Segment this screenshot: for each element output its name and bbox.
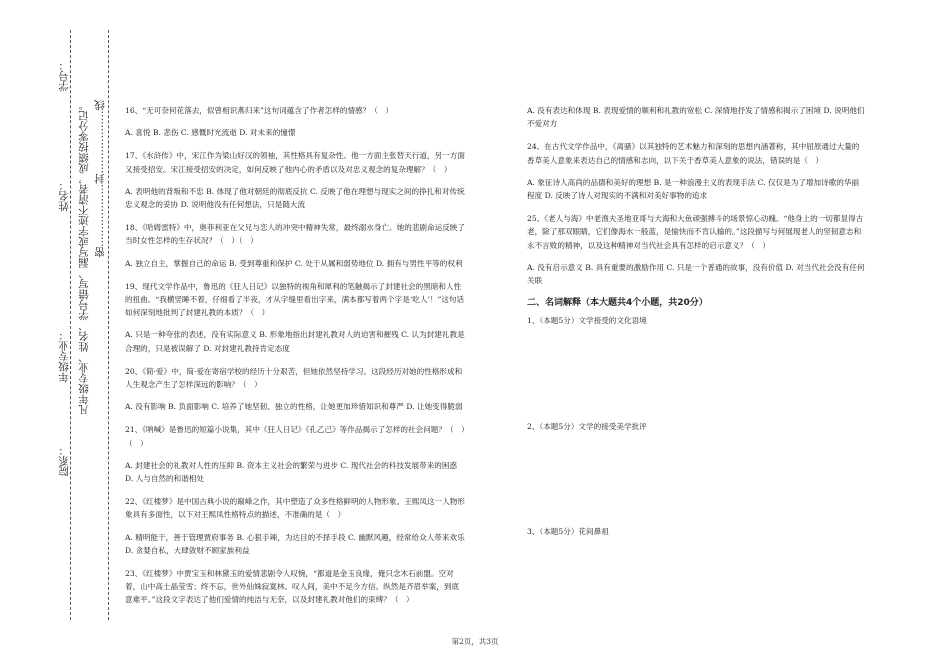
right-column [527, 104, 865, 538]
question-16 [125, 104, 465, 139]
question-20 [125, 365, 465, 414]
question-23-options [527, 104, 865, 130]
student-id-label: 学号： [58, 60, 70, 92]
left-column [125, 104, 465, 617]
question-21 [125, 423, 465, 485]
binding-margin [0, 0, 120, 672]
question-22 [125, 495, 465, 557]
question-23 [125, 567, 465, 607]
question-stem: 21、《呐喊》是鲁迅的短篇小说集，其中《狂人日记》《孔乙己》等作品揭示了怎样的社会问题？（ ）（ ） [125, 425, 465, 448]
question-18 [125, 221, 465, 270]
question-options: A. 精明能干，善于管理贾府事务 B. 心狠手辣，为达目的不择手段 C. 幽默风趣，经常给众人带来欢乐 D. 贪婪自私，大肆敛财不顾家族利益 [125, 532, 465, 555]
seal-line-label: 密………………封………………线 [94, 100, 106, 258]
binding-dashed-line-inner [108, 30, 109, 620]
question-options: A. 象征诗人高尚的品德和美好的理想 B. 是一种浪漫主义的表现手法 C. 仅仅是为了增加诗歌的华丽程度 D. 反映了诗人对现实的不满和对美好事物的追求 [527, 177, 860, 201]
question-options: A. 没有影响 B. 负面影响 C. 培养了她坚韧、独立的性格，让她更加珍惜知识和尊严 D. 让她变得脆弱 [125, 402, 463, 412]
section-title: 二、名词解释（本大题共4个小题，共20分） [527, 298, 708, 309]
question-24 [527, 140, 865, 202]
question-stem: 16、“无可奈何花落去，似曾相识燕归来”这句词蕴含了作者怎样的情感？（ ） [125, 106, 394, 115]
question-options: A. 没有表达和体现 B. 表现爱情的顺利和礼教的宽松 C. 深情地抒发了情感和揭示了困境 D. 说明他们不爱对方 [527, 106, 865, 129]
question-25 [527, 212, 865, 287]
term-item-3: 3、（本题5分）花间鼻祖 [527, 526, 609, 536]
question-stem: 22、《红楼梦》是中国古典小说的巅峰之作，其中塑造了众多性格鲜明的人物形象。王熙凤这一人物形象具有多面性，以下对王熙凤性格特点的描述，不准确的是（ ） [125, 497, 465, 520]
term-item-1: 1、（本题5分）文学接受的文化语境 [527, 316, 647, 326]
question-options: A. 封建社会的礼教对人性的压抑 B. 资本主义社会的繁荣与进步 C. 现代社会的科技发展带来的困惑 D. 人与自然的和谐相处 [125, 460, 458, 484]
question-options: A. 表明他的背叛和不忠 B. 体现了他对朝廷的彻底反抗 C. 反映了他在理想与现实之间的挣扎和对传统忠义观念的妥协 D. 说明他没有任何想法，只是随大流 [125, 186, 465, 210]
question-17 [125, 149, 465, 211]
question-stem: 20、《简·爱》中，简·爱在寄宿学校的经历十分艰苦，但她依然坚持学习。这段经历对她的性格形成和人生观念产生了怎样深远的影响？（ ） [125, 366, 463, 390]
question-options: A. 没有启示意义 B. 具有重要的激励作用 C. 只是一个普通的故事，没有价值 D. 对当代社会没有任何关联 [527, 262, 865, 286]
question-stem: 25、《老人与海》中老渔夫圣地亚哥与大海和大鱼顽强搏斗的场景惊心动魄。“他身上的一切都显得古老，除了那双眼睛，它们像海水一般蓝，是愉快而不肯认输的。”这段描写与何展现老人的坚韧意志和永不言败的精神，以及这种精神对当代社会具有怎样的启示意义？（ ） [527, 214, 864, 250]
school-label: 院系： [58, 445, 70, 477]
question-options: A. 独立自主，掌握自己的命运 B. 受到尊重和保护 C. 处于从属和弱势地位 D. 拥有与男性平等的权利 [125, 258, 463, 268]
question-stem: 17、《水浒传》中，宋江作为梁山好汉的领袖，其性格具有复杂性。他一方面主张替天行道，另一方面又接受招安。宋江接受招安的决定，如何反映了他内心的矛盾以及对忠义观念的复杂理解？（ ） [125, 151, 465, 174]
question-options: A. 喜悦 B. 悲伤 C. 感慨时光流逝 D. 对未来的憧憬 [125, 128, 296, 138]
page-footer: 第2页，共3页 [451, 637, 499, 646]
binding-notice: 凡年级专业、姓名、学号错写、漏写或字迹不清者，成绩按零分记。 [78, 100, 90, 415]
question-options: A. 只是一种夸张的表述，没有实际意义 B. 形象地指出封建礼教对人的迫害和摧残 C. 认为封建礼教是合理的，只是被误解了 D. 对封建礼教持肯定态度 [125, 330, 465, 353]
class-label: 年级专业： [58, 330, 70, 383]
name-label: 姓名： [58, 180, 70, 212]
question-stem: 19、现代文学作品中，鲁迅的《狂人日记》以独特的视角和犀利的笔触揭示了封建社会的黑暗和人性的扭曲。“我横竖睡不着，仔细看了半夜，才从字缝里看出字来，满本都写着两个字是‘吃人’！”这句话如何深刻地批判了封建礼教的本质？（ ） [125, 281, 465, 318]
term-item-2: 2、（本题5分）文学的接受美学批评 [527, 421, 647, 431]
question-19 [125, 280, 465, 355]
question-stem: 24、在古代文学作品中，《离骚》以其独特的艺术魅力和深刻的思想内涵著称，其中屈原通过大量的香草美人意象来表达自己的情感和志向，以下关于香草美人意象的说法，错误的是（ ） [527, 142, 860, 165]
question-stem: 23、《红楼梦》中贾宝玉和林黛玉的爱情悲剧令人叹惋，“都道是金玉良缘，俺只念木石前盟。空对着，山中高士晶莹雪；终不忘，世外仙姝寂寞林。叹人间，美中不足今方信。纵然是齐眉举案，到底意难平。”这段文字表达了他们爱情的纯洁与无奈，以及封建礼教对他们的束缚？（ ） [125, 569, 460, 605]
binding-dashed-line-outer [70, 30, 71, 620]
question-stem: 18、《哈姆雷特》中，奥菲利亚在父兄与恋人的冲突中精神失常，最终溺水身亡。她的悲剧命运反映了当时女性怎样的生存状况？（ ）（ ） [125, 223, 465, 246]
